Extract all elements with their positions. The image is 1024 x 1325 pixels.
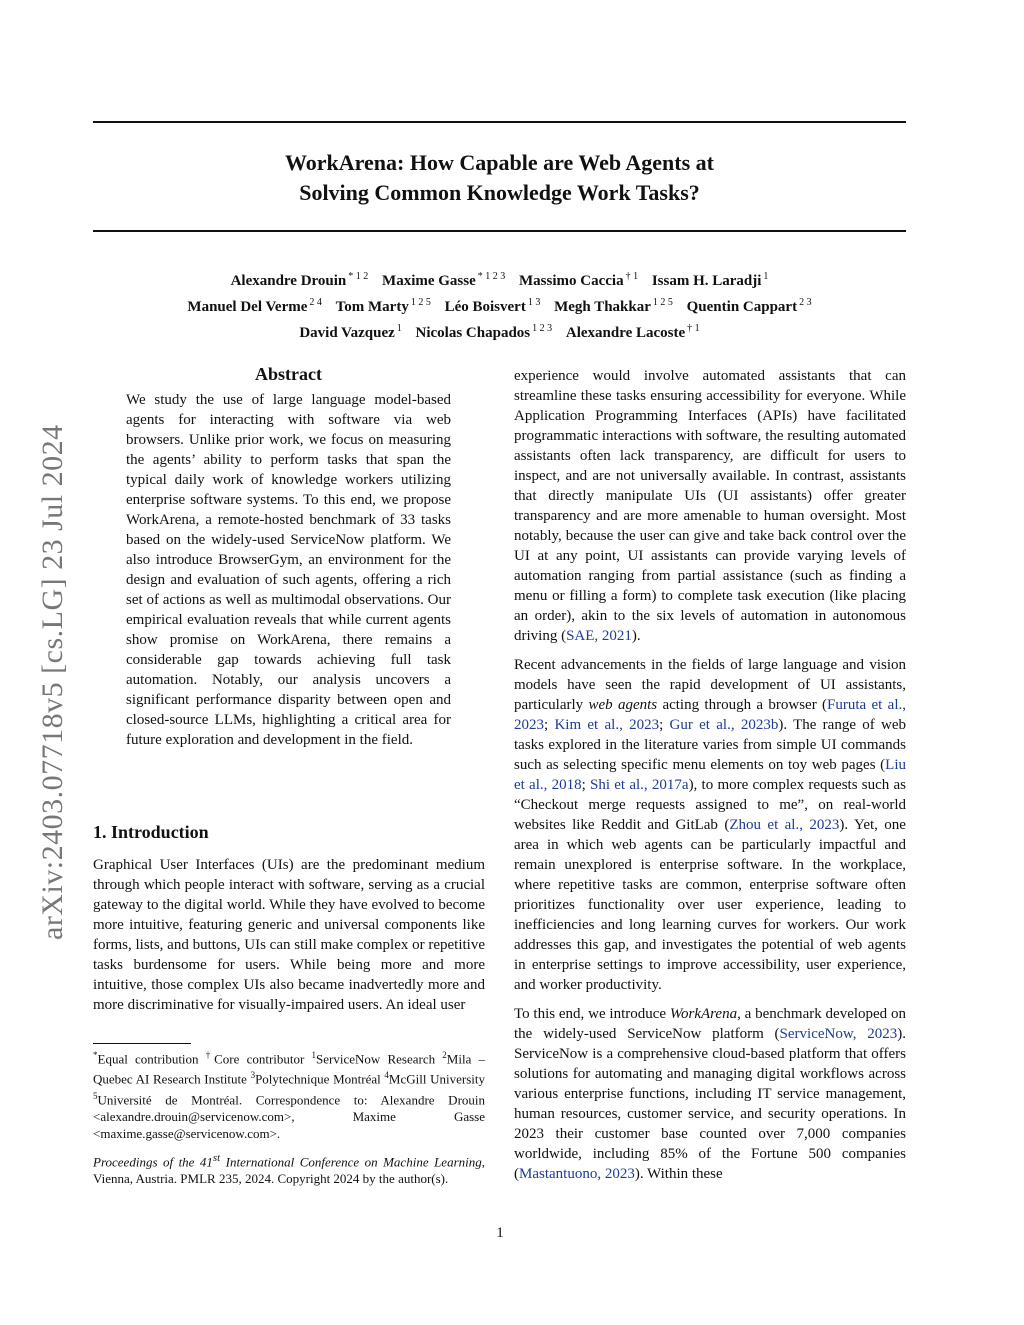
author: Alexandre Lacoste $^{\dagger 1}$ <box>565 323 700 341</box>
citation-link[interactable]: Kim et al., 2023 <box>554 717 660 733</box>
citation-link[interactable]: Shi et al., 2017a <box>590 777 689 793</box>
citation-link[interactable]: Liu et al., 2018 <box>514 757 906 793</box>
right-column-text <box>514 366 906 1193</box>
abstract-heading: Abstract <box>255 364 322 384</box>
citation-link[interactable]: SAE, 2021 <box>566 628 632 644</box>
author: Alexandre Drouin $^{* 1 2}$ <box>230 271 369 289</box>
introduction-paragraph: Graphical User Interfaces (UIs) are the predominant medium through which people interact with software, serving as a crucial gateway to the digital world. While they have evolved to become more intuitive, featuring generic and universal components like forms, lists, and buttons, UIs can still make complex or repetitive tasks burdensome for users. While being more and more intuitive, those complex UIs also became inadvertedly more and more discriminative for visually-impaired users. An ideal user <box>93 857 486 1013</box>
author: Massimo Caccia $^{\dagger 1}$ <box>519 271 639 289</box>
citation-link[interactable]: ServiceNow, 2023 <box>779 1026 898 1042</box>
title-line-2: Solving Common Knowledge Work Tasks? <box>299 180 700 205</box>
author-row-3 <box>93 318 906 344</box>
proceedings-notice: Proceedings of the 41st International Conference on Machine Learning, Vienna, Austria. PMLR 235, 2024. Copyright 2024 by the author(s). <box>93 1152 485 1187</box>
citation-link[interactable]: Zhou et al., 2023 <box>729 817 840 833</box>
title-top-rule <box>93 121 906 123</box>
author: Léo Boisvert $^{1 3}$ <box>444 297 541 315</box>
footnote-rule <box>93 1043 191 1044</box>
paragraph: To this end, we introduce WorkArena, a benchmark developed on the widely-used ServiceNow platform (ServiceNow, 2023). ServiceNow is a comprehensive cloud-based platform that offers solutions for automating and managing digital workflows across various enterprise functions, including IT service management, human resources, customer service, and security operations. In 2023 their customer base counted over 7,000 companies worldwide, including 85% of the Fortune 500 companies (Mastantuono, 2023). Within these <box>514 1006 906 1182</box>
paper-title <box>93 148 906 208</box>
author: Issam H. Laradji $^1$ <box>651 271 769 289</box>
paragraph: Recent advancements in the fields of large language and vision models have seen the rapid development of UI assistants, particularly web agents acting through a browser (Furuta et al., 2023; Kim et al., 2023; Gur et al., 2023b). The range of web tasks explored in the literature varies from simple UI commands such as selecting specific menu elements on toy web pages (Liu et al., 2018; Shi et al., 2017a), to more complex requests such as “Checkout merge requests assigned to me”, on real-world websites like Reddit and GitLab (Zhou et al., 2023). Yet, one area in which web agents can be particularly impactful and remain unexplored is enterprise software. In the workplace, where repetitive tasks are common, enterprise software often prioritizes functionality over user experience, leading to inefficiencies and long learning curves for workers. Our work addresses this gap, and investigates the potential of web agents in enterprise settings to improve accessibility, user experience, and worker productivity. <box>514 657 907 993</box>
author: Tom Marty $^{1 2 5}$ <box>335 297 431 315</box>
author: Nicolas Chapados $^{1 2 3}$ <box>415 323 553 341</box>
introduction-heading: 1. Introduction <box>93 822 209 842</box>
author-row-2 <box>93 292 906 318</box>
title-line-1: WorkArena: How Capable are Web Agents at <box>284 150 714 175</box>
footnotes: *Equal contribution †Core contributor $^1$ServiceNow Research $^2$Mila – Quebec AI Research Institute $^3$Polytechnique Montréal $^4$McGill University $^5$Université de Montréal. Correspondence to: Alexandre Drouin <alexandre.drouin@servicenow.com>, Maxime Gasse <maxime.gasse@servicenow.com>. <box>93 1050 486 1141</box>
paragraph: experience would involve automated assistants that can streamline these tasks ensuring accessibility for everyone. While Application Programming Interfaces (APIs) have facilitated programmatic interactions with software, the resulting automated assistants often lack transparency, are difficult for users to inspect, and are not universally available. In contrast, assistants that directly manipulate UIs (UI assistants) offer greater transparency and are more amenable to human oversight. Most notably, because the user can give and take back control over the UI at any point, UI assistants can provide varying levels of automation ranging from partial assistance (such as finding a menu or filling a form) to complete task execution (like placing an order), akin to the six levels of automation in autonomous driving (SAE, 2021). <box>514 368 906 644</box>
author-row-1 <box>93 266 906 292</box>
citation-link[interactable]: Mastantuono, 2023 <box>519 1166 635 1182</box>
citation-link[interactable]: Gur et al., 2023b <box>669 717 779 733</box>
author: Manuel Del Verme $^{2 4}$ <box>187 297 322 315</box>
page-number: 1 <box>496 1225 504 1241</box>
arxiv-identifier-stamp: arXiv:2403.07718v5 [cs.LG] 23 Jul 2024 <box>36 424 69 940</box>
author: David Vazquez $^1$ <box>299 323 402 341</box>
citation-link[interactable]: Furuta et al., 2023 <box>514 697 906 733</box>
title-bottom-rule <box>93 230 906 232</box>
author: Maxime Gasse $^{* 1 2 3}$ <box>382 271 506 289</box>
author: Quentin Cappart $^{2 3}$ <box>686 297 812 315</box>
author: Megh Thakkar $^{1 2 5}$ <box>554 297 673 315</box>
author-list <box>93 266 906 344</box>
abstract-text: We study the use of large language model-based agents for interacting with software via web browsers. Unlike prior work, we focus on measuring the agents’ ability to perform tasks that span the typical daily work of knowledge workers utilizing enterprise software systems. To this end, we propose WorkArena, a remote-hosted benchmark of 33 tasks based on the widely-used ServiceNow platform. We also introduce BrowserGym, an environment for the design and evaluation of such agents, offering a rich set of actions as well as multimodal observations. Our empirical evaluation reveals that while current agents show promise on WorkArena, there remains a considerable gap towards achieving full task automation. Notably, our analysis uncovers a significant performance disparity between open and closed-source LLMs, highlighting a critical area for future exploration and development in the field. <box>126 392 451 748</box>
